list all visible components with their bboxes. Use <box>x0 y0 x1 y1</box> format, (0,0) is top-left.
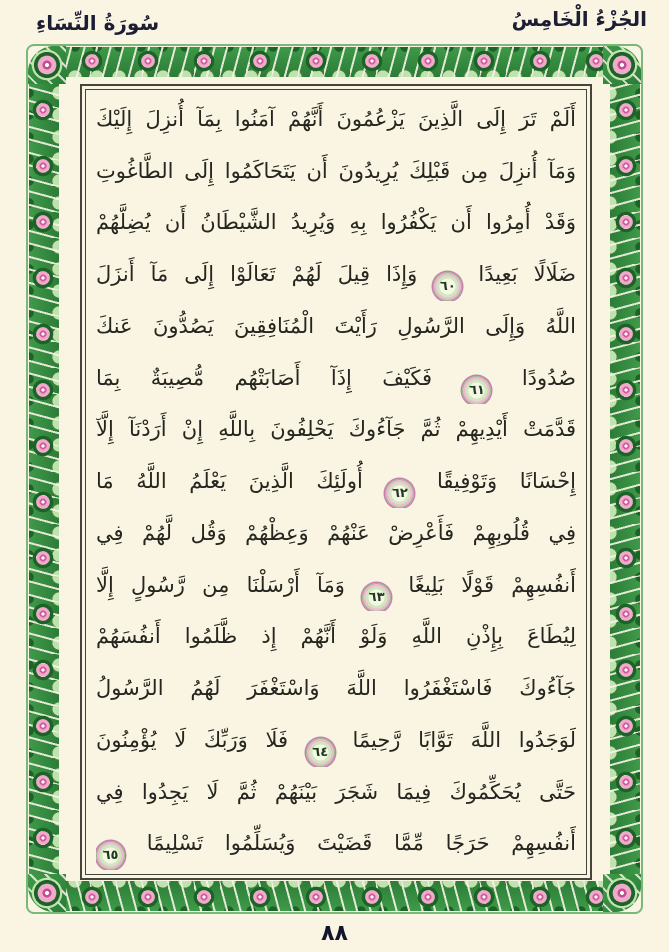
quran-text-lines <box>96 94 576 870</box>
quran-text-segment: جَآءُوكَ فَاسْتَغْفَرُوا اللَّهَ وَاسْتَغْفَرَ لَهُمُ الرَّسُولُ <box>96 676 576 701</box>
corner-flower-icon <box>28 46 66 84</box>
quran-text-segment: فَلَا وَرَبِّكَ لَا يُؤْمِنُونَ <box>96 727 289 752</box>
quran-line <box>96 146 576 198</box>
quran-text-segment: لِيُطَاعَ بِإِذْنِ اللَّهِ وَلَوْ أَنَّهُمْ إِذ ظَّلَمُوا أَنفُسَهُمْ <box>96 624 576 649</box>
verse-number-medallion: ٦٥ <box>96 841 125 870</box>
quran-line <box>96 197 576 249</box>
border-band-bottom <box>64 881 605 911</box>
verse-number-medallion: ٦٢ <box>385 479 414 508</box>
quran-line <box>96 404 576 456</box>
quran-text-segment: أَنفُسِهِمْ حَرَجًا مِّمَّا قَضَيْتَ وَيُسَلِّمُوا تَسْلِيمًا <box>146 831 576 856</box>
quran-text-segment: وَإِذَا قِيلَ لَهُمْ تَعَالَوْا إِلَى مَآ أَنزَلَ <box>96 262 418 287</box>
verse-number-medallion: ٦٠ <box>433 272 462 301</box>
quran-text-segment: قَدَّمَتْ أَيْدِيهِمْ ثُمَّ جَآءُوكَ يَحْلِفُونَ بِاللَّهِ إِنْ أَرَدْنَآ إِلَّآ <box>96 417 576 442</box>
quran-text-segment: اللَّهُ وَإِلَى الرَّسُولِ رَأَيْتَ الْمُنَافِقِينَ يَصُدُّونَ عَنكَ <box>96 313 576 338</box>
quran-line <box>96 456 576 508</box>
quran-text-segment: وَمَآ أَرْسَلْنَا مِن رَّسُولٍ إِلَّا <box>96 572 345 597</box>
quran-line <box>96 508 576 560</box>
border-corner-top-left <box>28 46 66 84</box>
inner-rule-frame <box>85 89 587 875</box>
verse-number-medallion: ٦٣ <box>362 583 391 612</box>
quran-text-segment: أَلَمْ تَرَ إِلَى الَّذِينَ يَزْعُمُونَ أَنَّهُمْ آمَنُوا بِمَآ أُنزِلَ إِلَيْكَ <box>96 107 576 131</box>
quran-line <box>96 715 576 767</box>
border-band-right <box>610 82 640 876</box>
quran-line <box>96 663 576 715</box>
quran-text-segment: وَمَآ أُنزِلَ مِن قَبْلِكَ يُرِيدُونَ أَن يَتَحَاكَمُوا إِلَى الطَّاغُوتِ <box>96 158 576 183</box>
quran-line <box>96 611 576 663</box>
quran-text-segment: ضَلَالًا بَعِيدًا <box>478 262 576 287</box>
border-band-top <box>64 47 605 77</box>
quran-text-segment: لَوَجَدُوا اللَّهَ تَوَّابًا رَّحِيمًا <box>352 727 576 752</box>
decorative-border-frame <box>26 44 643 914</box>
corner-flower-icon <box>603 46 641 84</box>
quran-line <box>96 94 576 146</box>
border-corner-bottom-left <box>28 874 66 912</box>
quran-text-segment: وَقَدْ أُمِرُوا أَن يَكْفُرُوا بِهِ وَيُرِيدُ الشَّيْطَانُ أَن يُضِلَّهُمْ <box>96 210 576 235</box>
border-band-left <box>29 82 59 876</box>
quran-line <box>96 249 576 301</box>
page-number: ٨٨ <box>321 921 348 946</box>
verse-number-medallion: ٦١ <box>462 376 491 405</box>
quran-line <box>96 301 576 353</box>
quran-text-segment: إِحْسَانًا وَتَوْفِيقًا <box>436 469 576 494</box>
border-corner-top-right <box>603 46 641 84</box>
quran-text-segment: أُولَئِكَ الَّذِينَ يَعْلَمُ اللَّهُ مَا <box>96 469 363 494</box>
quran-text-segment: أَنفُسِهِمْ قَوْلًا بَلِيغًا <box>408 572 576 597</box>
quran-line <box>96 353 576 405</box>
quran-text-segment: فَكَيْفَ إِذَآ أَصَابَتْهُم مُّصِيبَةٌ بِمَا <box>96 365 432 390</box>
quran-line <box>96 767 576 819</box>
surah-title: سُورَةُ النِّسَاءِ <box>36 11 160 35</box>
quran-line <box>96 818 576 870</box>
quran-text-segment: حَتَّى يُحَكِّمُوكَ فِيمَا شَجَرَ بَيْنَهُمْ ثُمَّ لَا يَجِدُوا فِي <box>96 779 576 804</box>
juz-title: الجُزْءُ الْخَامِسُ <box>511 7 647 31</box>
corner-flower-icon <box>603 874 641 912</box>
verse-number-medallion: ٦٤ <box>306 738 335 767</box>
text-panel <box>80 84 592 880</box>
quran-text-segment: فِي قُلُوبِهِمْ فَأَعْرِضْ عَنْهُمْ وَعِظْهُمْ وَقُل لَّهُمْ فِي <box>96 520 576 545</box>
quran-text-segment: صُدُودًا <box>521 365 576 390</box>
corner-flower-icon <box>28 874 66 912</box>
quran-line <box>96 560 576 612</box>
border-corner-bottom-right <box>603 874 641 912</box>
